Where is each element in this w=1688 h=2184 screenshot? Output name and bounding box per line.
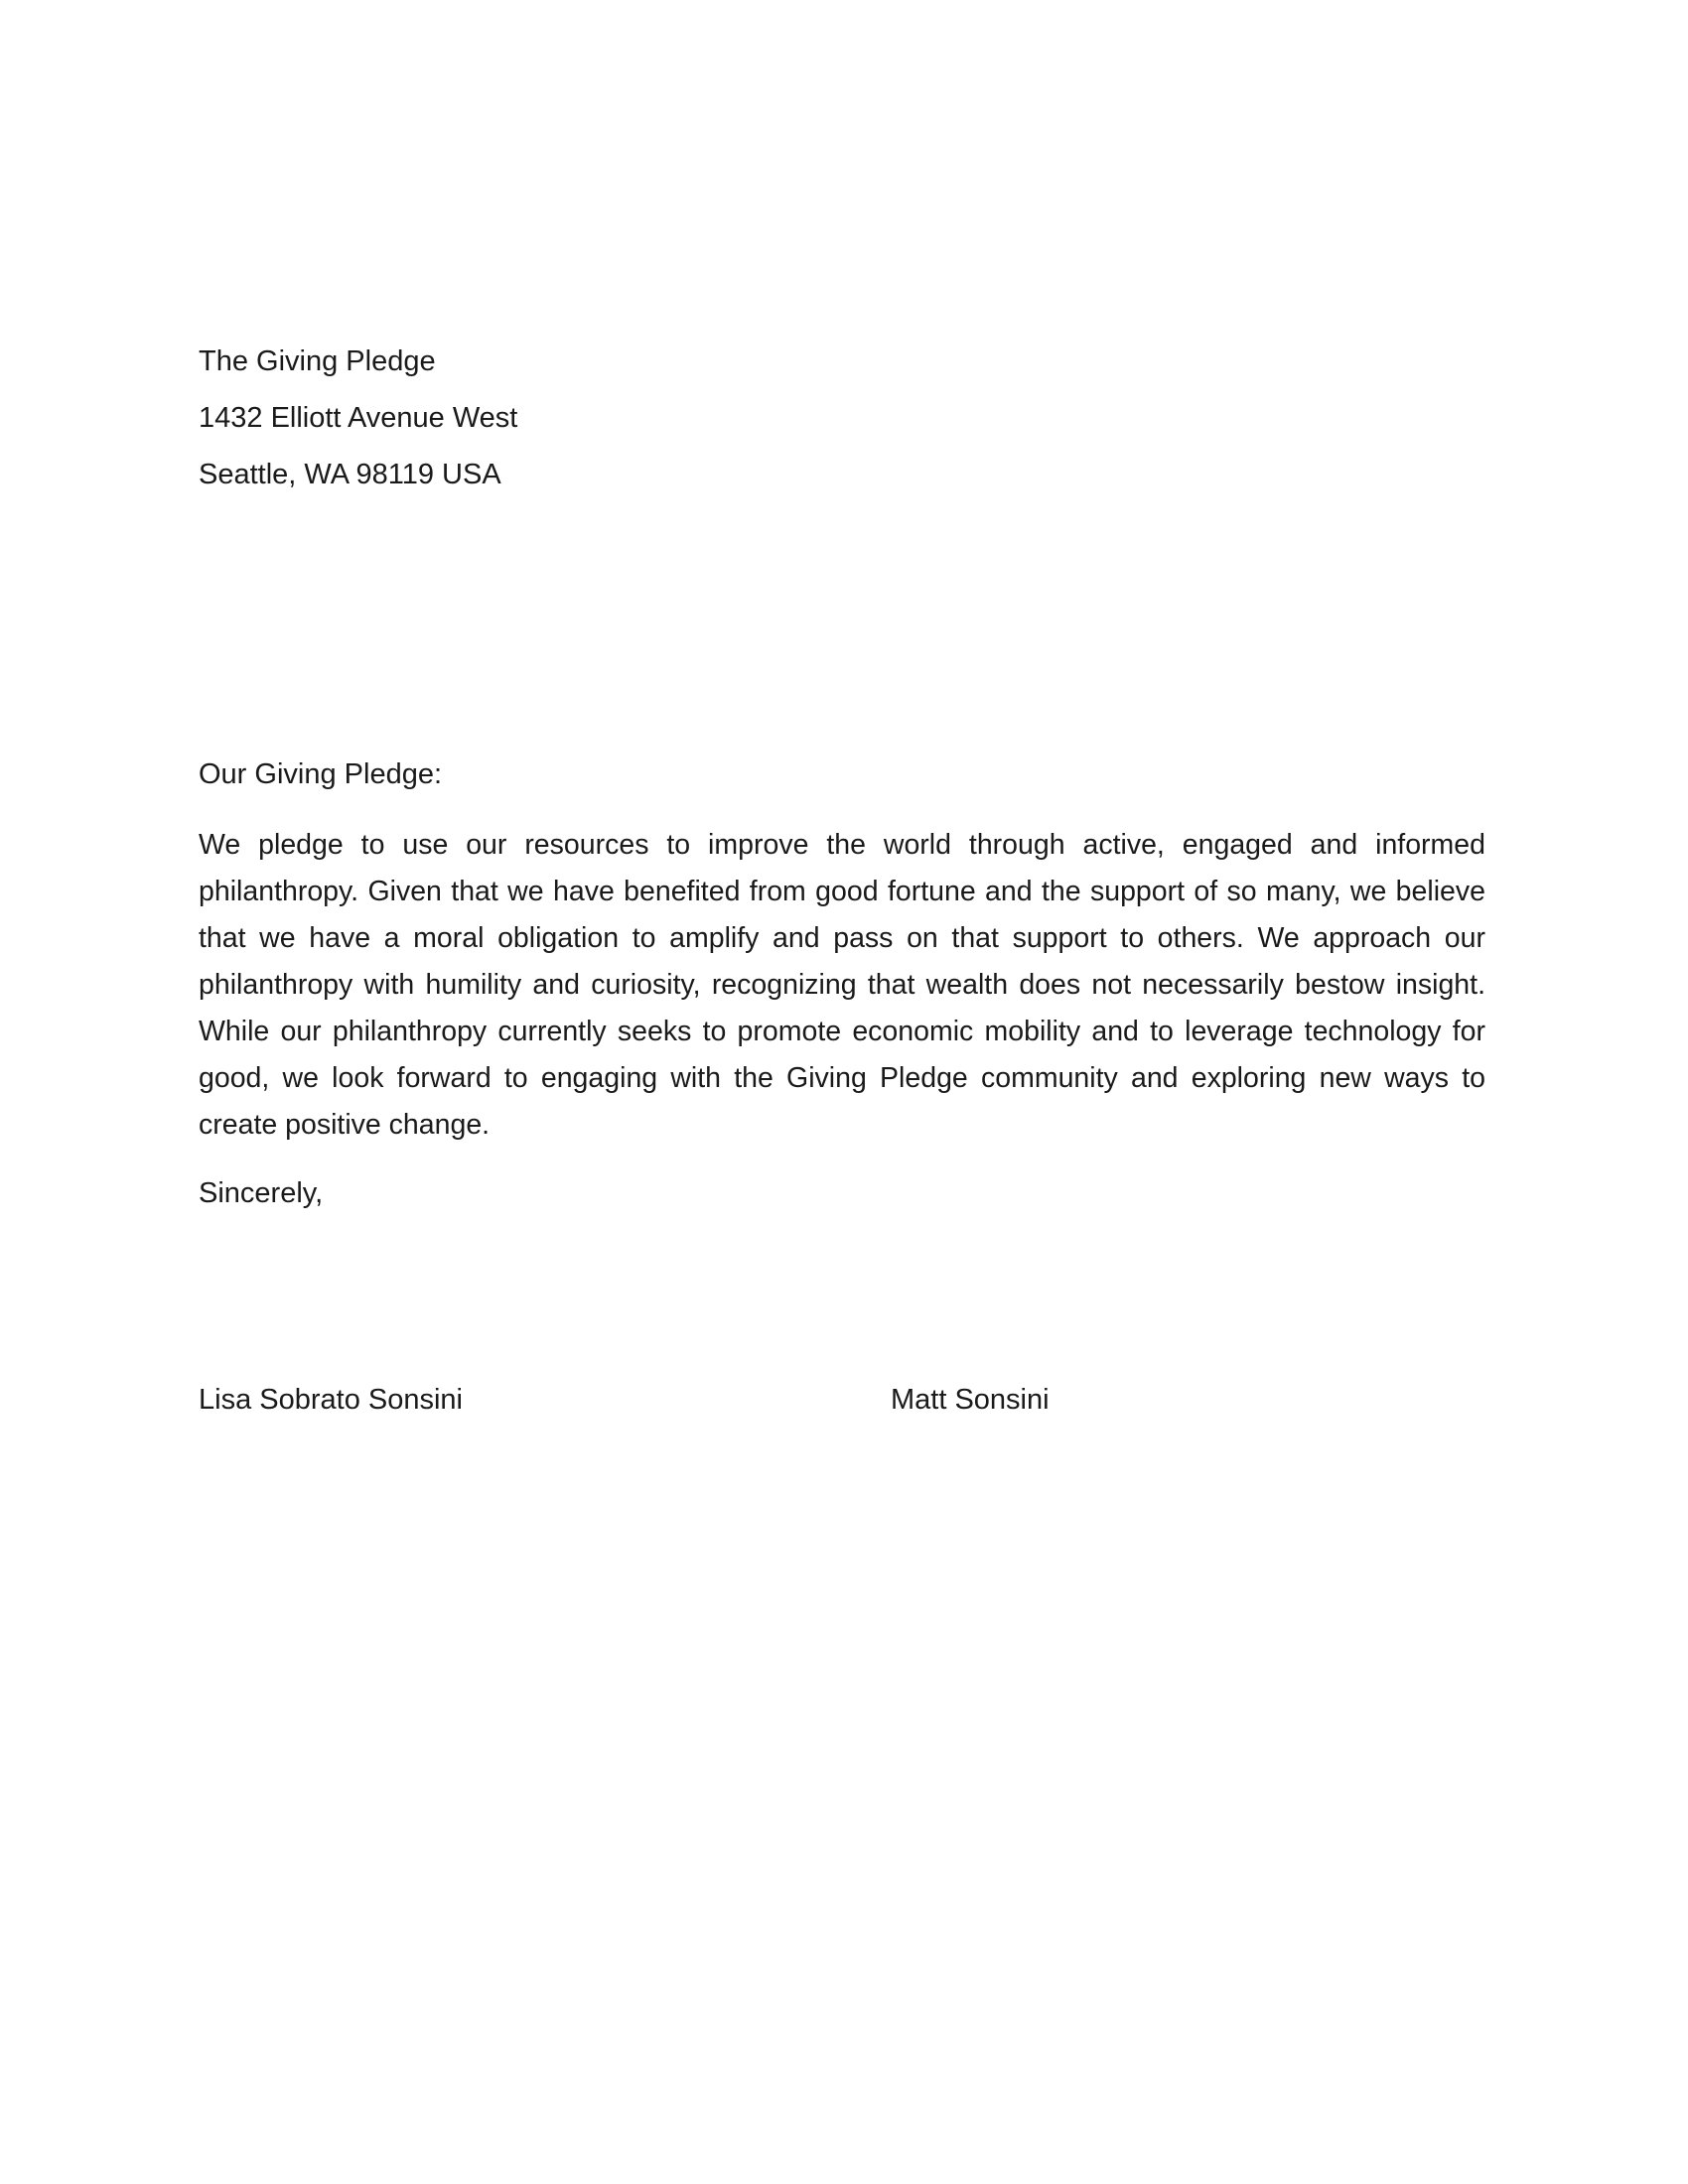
- recipient-city-line: Seattle, WA 98119 USA: [199, 459, 501, 490]
- signatory-name: Matt Sonsini: [891, 1384, 1050, 1416]
- recipient-address: [199, 334, 517, 503]
- recipient-street: 1432 Elliott Avenue West: [199, 402, 518, 434]
- signatory-name: Lisa Sobrato Sonsini: [199, 1384, 463, 1416]
- letter-heading: Our Giving Pledge:: [199, 758, 443, 790]
- recipient-name: The Giving Pledge: [199, 345, 436, 377]
- letter-closing: Sincerely,: [199, 1177, 324, 1209]
- pledge-paragraph: We pledge to use our resources to improve the world through active, engaged and informed philanthropy. Given that we have benefited from good fortune and the support of so many, we believe that we have a moral obligation to amplify and pass on that support to others. We approach our philanthropy with humility and curiosity, recognizing that wealth does not necessarily bestow insight. While our philanthropy currently seeks to promote economic mobility and to leverage technology for good, we look forward to engaging with the Giving Pledge community and exploring new ways to create positive change.: [199, 829, 1485, 1141]
